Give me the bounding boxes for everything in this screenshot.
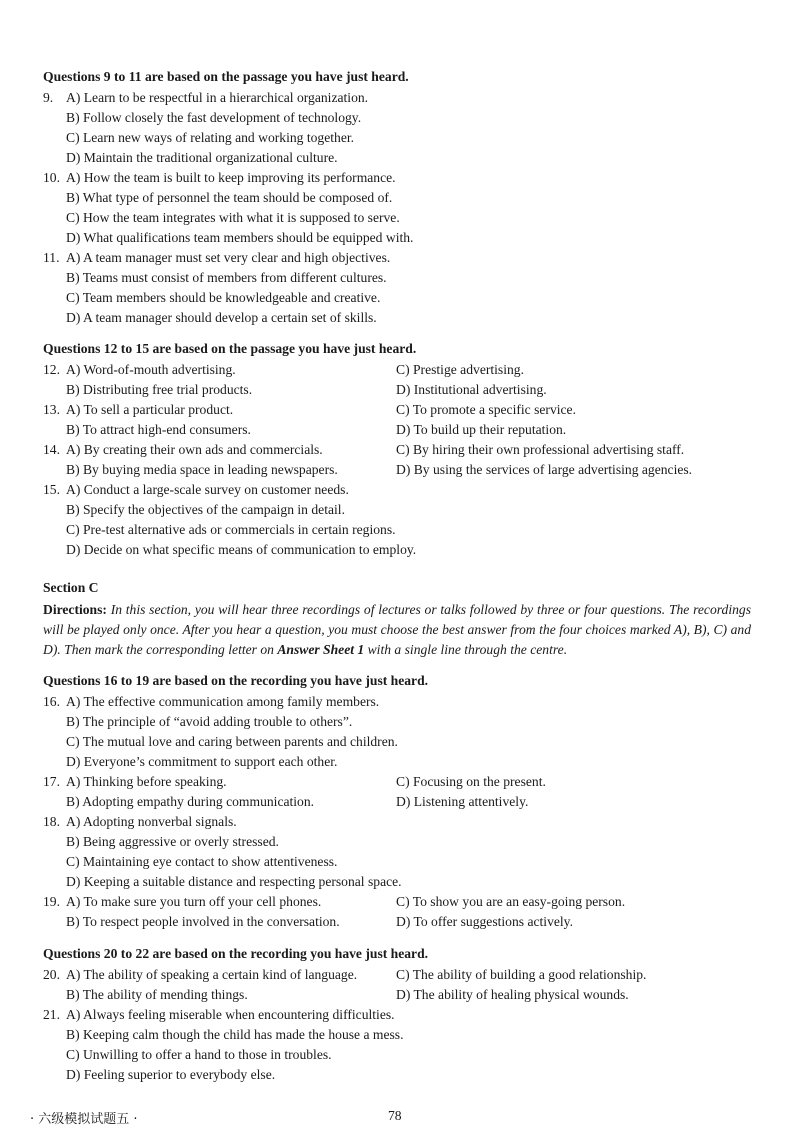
directions-label: Directions: — [43, 602, 107, 617]
option-a: A) Word-of-mouth advertising. — [66, 362, 236, 377]
option-a: A) The effective communication among family members. — [66, 694, 380, 709]
option-c: C) Unwilling to offer a hand to those in troubles. — [66, 1047, 332, 1062]
footer-exam-label: · 六级模拟试题五 · — [30, 1112, 138, 1127]
option-a: A) Learn to be respectful in a hierarchical organization. — [66, 90, 369, 105]
option-b: B) By buying media space in leading newspapers. — [66, 462, 338, 477]
option-a: A) To make sure you turn off your cell phones. — [66, 894, 322, 909]
question-number: 15. — [43, 482, 60, 497]
question-number: 14. — [43, 442, 60, 457]
question-number: 11. — [43, 250, 60, 265]
option-c: C) Focusing on the present. — [396, 774, 546, 789]
option-d: D) Listening attentively. — [396, 794, 529, 809]
option-c: C) By hiring their own professional advertising staff. — [396, 442, 685, 457]
option-b: B) To respect people involved in the conversation. — [66, 914, 340, 929]
question-number: 17. — [43, 774, 60, 789]
option-c: C) Team members should be knowledgeable and creative. — [66, 290, 381, 305]
option-c: C) Prestige advertising. — [396, 362, 524, 377]
page-number: 78 — [388, 1108, 402, 1123]
group-heading-16-19: Questions 16 to 19 are based on the recording you have just heard. — [43, 673, 429, 688]
option-c: C) To show you are an easy-going person. — [396, 894, 626, 909]
option-a: A) A team manager must set very clear and high objectives. — [66, 250, 391, 265]
question-number: 13. — [43, 402, 60, 417]
option-c: C) Pre-test alternative ads or commercials in certain regions. — [66, 522, 396, 537]
option-d: D) A team manager should develop a certain set of skills. — [66, 310, 377, 325]
option-b: B) Teams must consist of members from different cultures. — [66, 270, 387, 285]
option-d: D) To offer suggestions actively. — [396, 914, 573, 929]
question-number: 12. — [43, 362, 60, 377]
option-c: C) To promote a specific service. — [396, 402, 576, 417]
option-a: A) Thinking before speaking. — [66, 774, 227, 789]
directions-text: In this section, you will hear three recordings of lectures or talks followed by three or four questions. The recordings will be played only once. After you hear a question, you must choose the best answer from the four choices marked A), B), C) and D). Then mark the corresponding letter on — [43, 602, 751, 657]
option-a: A) Adopting nonverbal signals. — [66, 814, 237, 829]
question-number: 19. — [43, 894, 60, 909]
option-d: D) Feeling superior to everybody else. — [66, 1067, 276, 1082]
answer-sheet-reference: Answer Sheet 1 — [277, 642, 365, 657]
option-d: D) The ability of healing physical wounds. — [396, 987, 629, 1002]
option-b: B) Keeping calm though the child has made the house a mess. — [66, 1027, 404, 1042]
option-a: A) Conduct a large-scale survey on customer needs. — [66, 482, 349, 497]
option-c: C) The mutual love and caring between parents and children. — [66, 734, 398, 749]
option-b: B) Specify the objectives of the campaign in detail. — [66, 502, 345, 517]
option-d: D) Maintain the traditional organizational culture. — [66, 150, 338, 165]
option-c: C) Learn new ways of relating and working together. — [66, 130, 355, 145]
option-d: D) What qualifications team members should be equipped with. — [66, 230, 414, 245]
option-a: A) To sell a particular product. — [66, 402, 234, 417]
question-number: 10. — [43, 170, 60, 185]
directions-text-end: with a single line through the centre. — [364, 642, 568, 657]
option-b: B) The principle of “avoid adding trouble to others”. — [66, 714, 353, 729]
option-b: B) The ability of mending things. — [66, 987, 248, 1002]
option-c: C) How the team integrates with what it is supposed to serve. — [66, 210, 400, 225]
section-c-directions — [43, 600, 751, 660]
section-c-title: Section C — [43, 580, 99, 595]
option-b: B) Distributing free trial products. — [66, 382, 253, 397]
option-b: B) What type of personnel the team should be composed of. — [66, 190, 393, 205]
option-d: D) Everyone’s commitment to support each other. — [66, 754, 338, 769]
option-c: C) The ability of building a good relationship. — [396, 967, 647, 982]
group-heading-20-22: Questions 20 to 22 are based on the recording you have just heard. — [43, 946, 429, 961]
option-a: A) By creating their own ads and commercials. — [66, 442, 323, 457]
option-d: D) Institutional advertising. — [396, 382, 547, 397]
option-a: A) Always feeling miserable when encountering difficulties. — [66, 1007, 395, 1022]
option-a: A) The ability of speaking a certain kind of language. — [66, 967, 358, 982]
option-b: B) To attract high-end consumers. — [66, 422, 251, 437]
group-heading-12-15: Questions 12 to 15 are based on the passage you have just heard. — [43, 341, 417, 356]
group-heading-9-11: Questions 9 to 11 are based on the passage you have just heard. — [43, 69, 409, 84]
option-d: D) Decide on what specific means of communication to employ. — [66, 542, 417, 557]
question-number: 21. — [43, 1007, 60, 1022]
question-number: 18. — [43, 814, 60, 829]
option-a: A) How the team is built to keep improving its performance. — [66, 170, 396, 185]
option-d: D) Keeping a suitable distance and respecting personal space. — [66, 874, 402, 889]
option-b: B) Being aggressive or overly stressed. — [66, 834, 279, 849]
question-number: 16. — [43, 694, 60, 709]
question-number: 9. — [43, 90, 54, 105]
question-number: 20. — [43, 967, 60, 982]
option-d: D) To build up their reputation. — [396, 422, 567, 437]
option-d: D) By using the services of large advertising agencies. — [396, 462, 693, 477]
option-b: B) Adopting empathy during communication. — [66, 794, 315, 809]
option-c: C) Maintaining eye contact to show attentiveness. — [66, 854, 338, 869]
option-b: B) Follow closely the fast development of technology. — [66, 110, 362, 125]
